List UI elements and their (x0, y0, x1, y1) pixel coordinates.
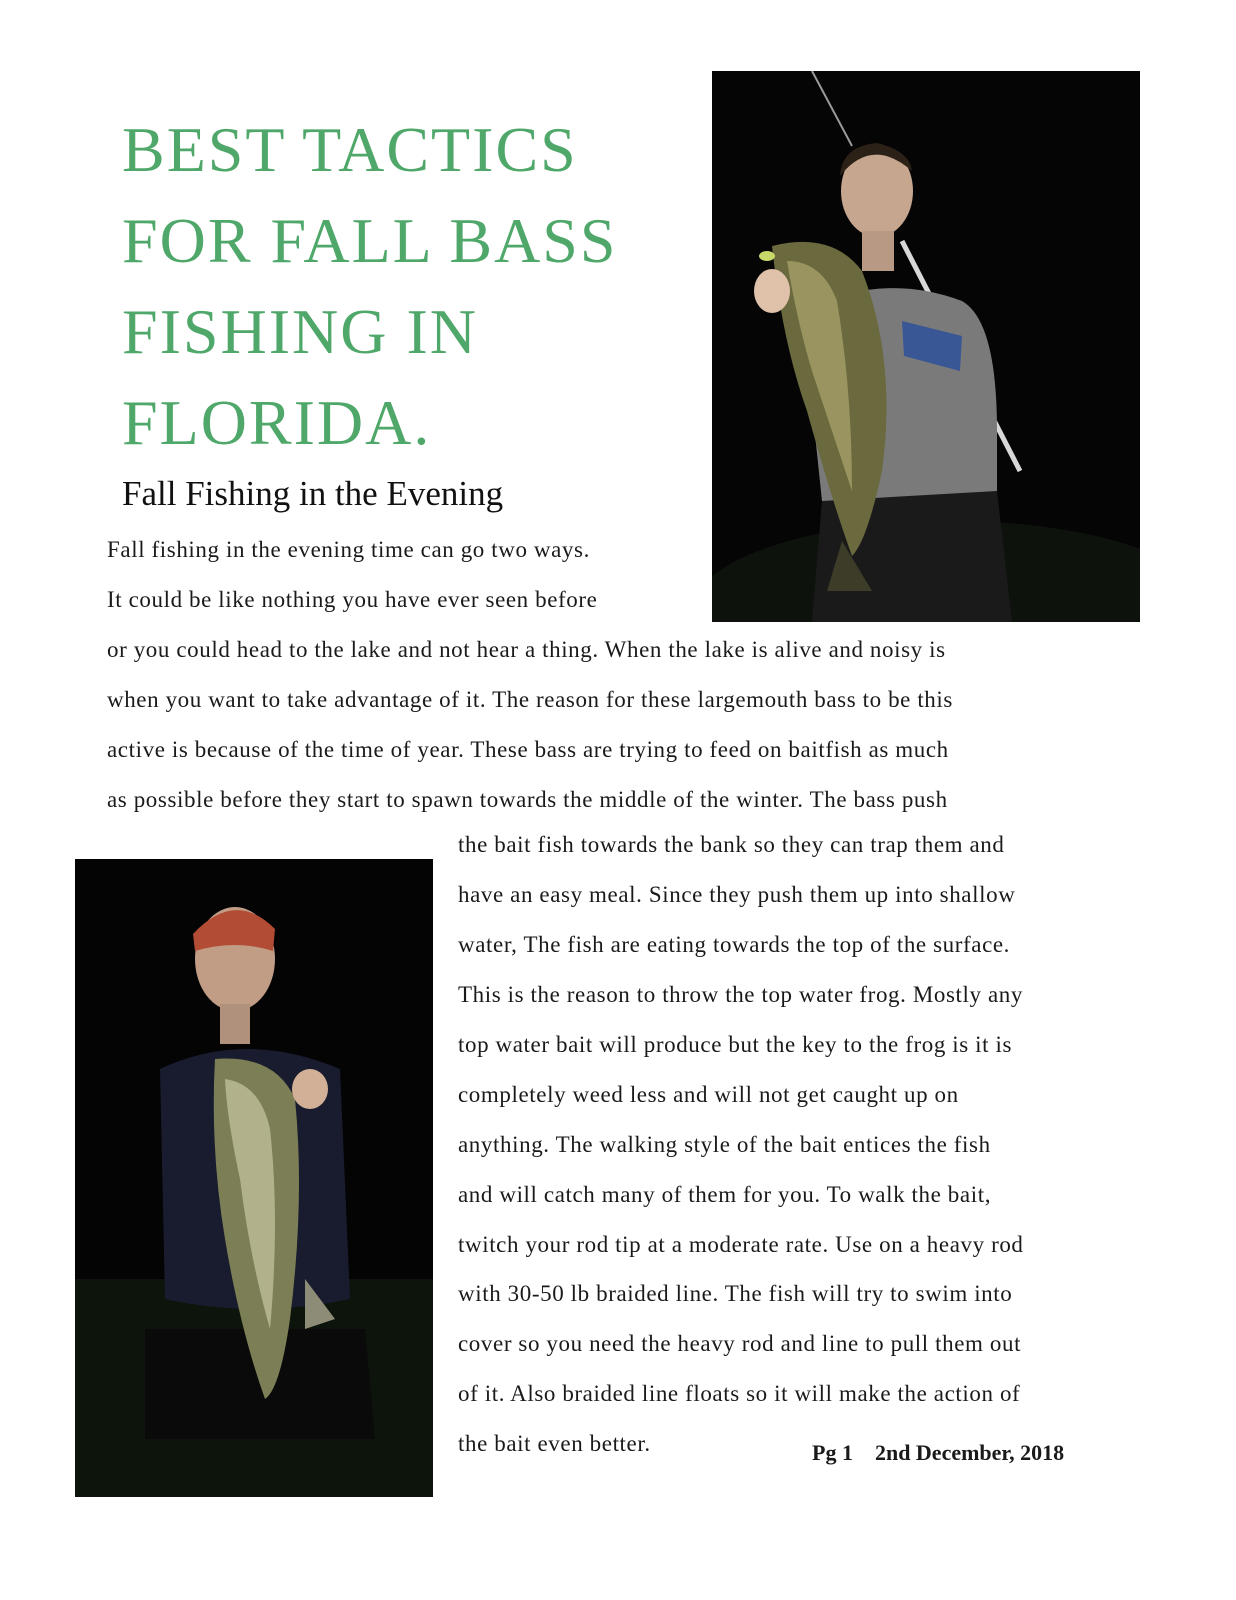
body-line: water, The fish are eating towards the top of the surface. (458, 932, 1011, 957)
body-line: active is because of the time of year. These bass are trying to feed on baitfish as much (107, 737, 949, 762)
body-line: of it. Also braided line floats so it will make the action of (458, 1381, 1021, 1406)
body-line: cover so you need the heavy rod and line to pull them out (458, 1331, 1022, 1356)
title-line: FISHING IN (122, 296, 478, 367)
page-footer (812, 1440, 1064, 1466)
angler-photo-illustration (712, 71, 1140, 622)
photo-angler-top (712, 71, 1140, 622)
body-line: anything. The walking style of the bait entices the fish (458, 1132, 991, 1157)
body-line: twitch your rod tip at a moderate rate. Use on a heavy rod (458, 1232, 1024, 1257)
page-number: Pg 1 (812, 1440, 853, 1465)
title-line: BEST TACTICS (122, 114, 578, 185)
body-line: and will catch many of them for you. To walk the bait, (458, 1182, 992, 1207)
title-line: FLORIDA. (122, 387, 432, 458)
body-line: as possible before they start to spawn towards the middle of the winter. The bass push (107, 787, 948, 812)
title-line: FOR FALL BASS (122, 205, 618, 276)
body-line: or you could head to the lake and not hear a thing. When the lake is alive and noisy is (107, 637, 946, 662)
body-line: It could be like nothing you have ever seen before (107, 587, 598, 612)
body-line: top water bait will produce but the key to the frog is it is (458, 1032, 1013, 1057)
photo-angler-bottom (75, 859, 433, 1497)
angler-photo-illustration (75, 859, 433, 1497)
body-line: This is the reason to throw the top water frog. Mostly any (458, 982, 1023, 1007)
body-line: with 30-50 lb braided line. The fish will try to swim into (458, 1281, 1013, 1306)
body-line: have an easy meal. Since they push them up into shallow (458, 882, 1016, 907)
body-line: when you want to take advantage of it. The reason for these largemouth bass to be this (107, 687, 953, 712)
section-heading: Fall Fishing in the Evening (122, 474, 504, 513)
body-line: Fall fishing in the evening time can go two ways. (107, 537, 590, 562)
body-line: the bait even better. (458, 1431, 651, 1456)
article-title (122, 104, 682, 468)
publication-date: 2nd December, 2018 (874, 1440, 1065, 1465)
body-line: the bait fish towards the bank so they can trap them and (458, 832, 1005, 857)
body-line: completely weed less and will not get caught up on (458, 1082, 959, 1107)
